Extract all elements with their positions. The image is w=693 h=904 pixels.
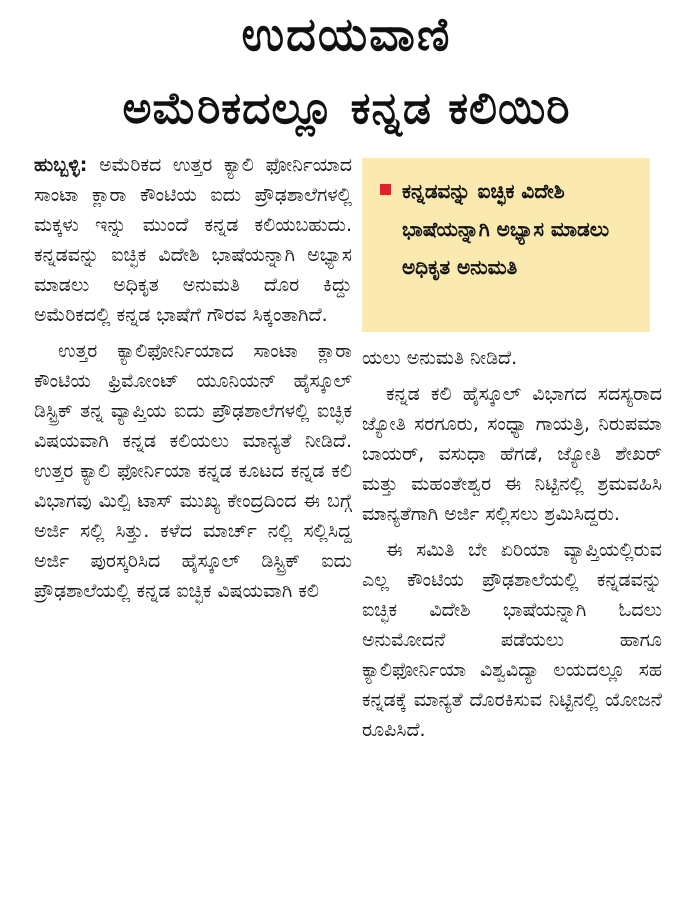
article-paragraph: ಈ ಸಮಿತಿ ಬೇ ಏರಿಯಾ ವ್ಯಾಪ್ತಿಯಲ್ಲಿರುವ ಎಲ್ಲ ಕೌಂಟಿಯ ಪ್ರೌಢಶಾಲೆಯಲ್ಲಿ ಕನ್ನಡವನ್ನು ಐಚ್ಛಿಕ ವಿದೇಶಿ ಭಾಷೆಯನ್ನಾಗಿ ಓದಲು ಅನುಮೋದನೆ ಪಡೆಯಲು ಹಾಗೂ ಕ್ಯಾಲಿಫೋರ್ನಿಯಾ ವಿಶ್ವವಿದ್ಯಾ ಲಯದಲ್ಲೂ ಸಹ ಕನ್ನಡಕ್ಕೆ ಮಾನ್ಯತೆ ದೊರಕಿಸುವ ನಿಟ್ಟಿನಲ್ಲಿ ಯೋಜನೆ ರೂಪಿಸಿದೆ. [362,539,662,741]
article-column-right [362,343,662,745]
newspaper-masthead: ಉದಯವಾಣಿ [241,7,452,61]
callout-text: ಕನ್ನಡವನ್ನು ಐಚ್ಛಿಕ ವಿದೇಶಿ ಭಾಷೆಯನ್ನಾಗಿ ಅಭ್ಯಾಸ ಮಾಡಲು ಅಧಿಕೃತ ಅನುಮತಿ [402,179,610,279]
dateline: ಹುಬ್ಬಳ್ಳಿ: [34,154,88,176]
paragraph-text: ಅಮೆರಿಕದ ಉತ್ತರ ಕ್ಯಾಲಿ ಫೋರ್ನಿಯಾದ ಸಾಂಟಾ ಕ್ಲಾರಾ ಕೌಂಟಿಯ ಐದು ಪ್ರೌಢಶಾಲೆಗಳಲ್ಲಿ ಮಕ್ಕಳು ಇನ್ನು ಮುಂದೆ ಕನ್ನಡ ಕಲಿಯಬಹುದು. ಕನ್ನಡವನ್ನು ಐಚ್ಛಿಕ ವಿದೇಶಿ ಭಾಷೆಯನ್ನಾಗಿ ಅಭ್ಯಾಸ ಮಾಡಲು ಅಧಿಕೃತ ಅನುಮತಿ ದೊರ ಕಿದ್ದು ಅಮೆರಿಕದಲ್ಲಿ ಕನ್ನಡ ಭಾಷೆಗೆ ಗೌರವ ಸಿಕ್ಕಂತಾಗಿದೆ. [34,154,352,326]
article-paragraph: ಯಲು ಅನುಮತಿ ನೀಡಿದೆ. [362,347,518,369]
red-square-bullet-icon [380,184,391,195]
article-paragraph: ಕನ್ನಡ ಕಲಿ ಹೈಸ್ಕೂಲ್ ವಿಭಾಗದ ಸದಸ್ಯರಾದ ಜ್ಯೋತಿ ಸರಗೂರು, ಸಂಧ್ಯಾ ಗಾಯತ್ರಿ, ನಿರುಪಮಾ ಬಾಯರ್, ವಸುಧಾ ಹೆಗಡೆ, ಜ್ಯೋತಿ ಶೇಖರ್ ಮತ್ತು ಮಹಂತೇಶ್ವರ ಈ ನಿಟ್ಟಿನಲ್ಲಿ ಶ್ರಮವಹಿಸಿ ಮಾನ್ಯತೆಗಾಗಿ ಅರ್ಜಿ ಸಲ್ಲಿಸಲು ಶ್ರಮಿಸಿದ್ದರು. [362,383,662,525]
article-headline: ಅಮೆರಿಕದಲ್ಲೂ ಕನ್ನಡ ಕಲಿಯಿರಿ [122,83,571,134]
highlight-callout-box [362,158,650,332]
article-paragraph: ಉತ್ತರ ಕ್ಯಾಲಿಫೋರ್ನಿಯಾದ ಸಾಂಟಾ ಕ್ಲಾರಾ ಕೌಂಟಿಯ ಫ್ರಿಮೋಂಟ್ ಯೂನಿಯನ್ ಹೈಸ್ಕೂಲ್ ಡಿಸ್ಟ್ರಿಕ್ ತನ್ನ ವ್ಯಾಪ್ತಿಯ ಐದು ಪ್ರೌಢಶಾಲೆಗಳಲ್ಲಿ ಐಚ್ಛಿಕ ವಿಷಯವಾಗಿ ಕನ್ನಡ ಕಲಿಯಲು ಮಾನ್ಯತೆ ನೀಡಿದೆ. ಉತ್ತರ ಕ್ಯಾಲಿ ಫೋರ್ನಿಯಾ ಕನ್ನಡ ಕೂಟದ ಕನ್ನಡ ಕಲಿ ವಿಭಾಗವು ಮಿಲ್ಪಿ ಟಾಸ್ ಮುಖ್ಯ ಕೇಂದ್ರದಿಂದ ಈ ಬಗ್ಗೆ ಅರ್ಜಿ ಸಲ್ಲಿ ಸಿತ್ತು. ಕಳೆದ ಮಾರ್ಚ್ ನಲ್ಲಿ ಸಲ್ಲಿಸಿದ್ದ ಅರ್ಜಿ ಪುರಸ್ಕರಿಸಿದ ಹೈಸ್ಕೂಲ್ ಡಿಸ್ಟ್ರಿಕ್ ಐದು ಪ್ರೌಢಶಾಲೆಯಲ್ಲಿ ಕನ್ನಡ ಐಚ್ಛಿಕ ವಿಷಯವಾಗಿ ಕಲಿ [34,340,352,602]
article-column-left [34,150,352,606]
article-paragraph [34,150,352,330]
